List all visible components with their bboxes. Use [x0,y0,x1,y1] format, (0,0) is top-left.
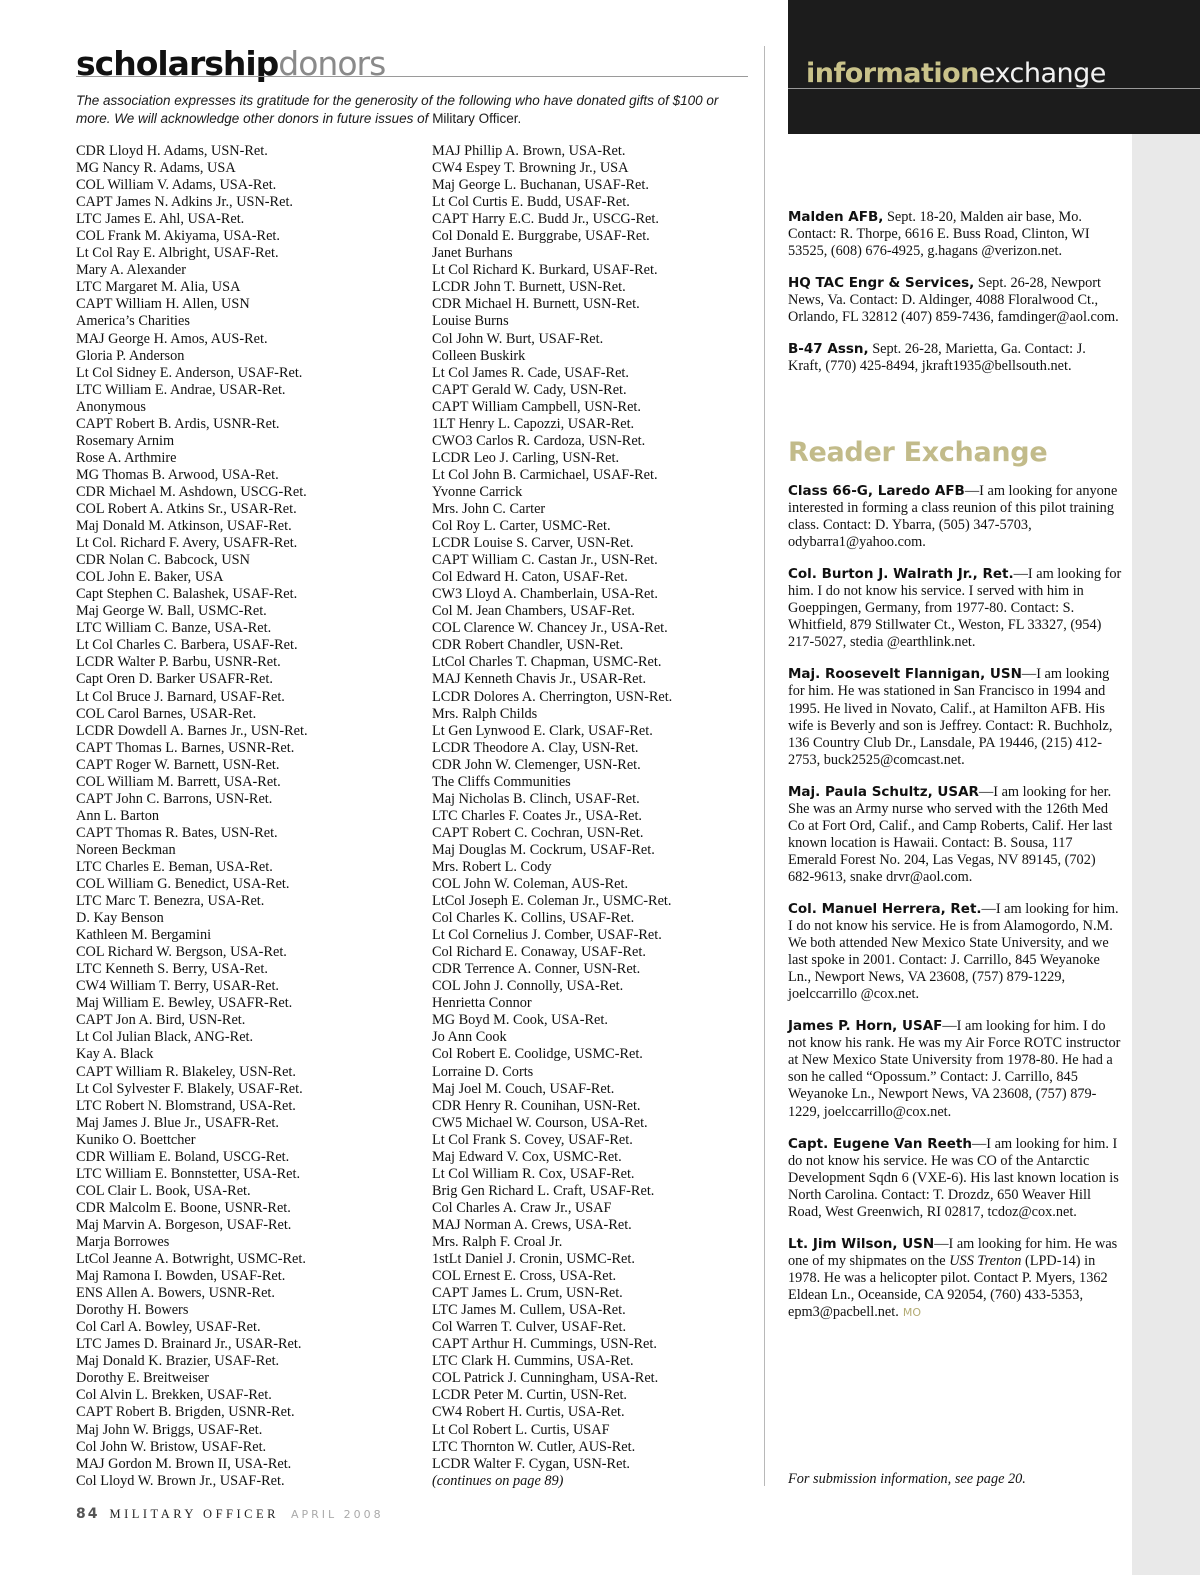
donor-name: Kuniko O. Boettcher [76,1131,196,1148]
reader-exchange-heading: Reader Exchange [788,437,1048,468]
donor-name: COL Patrick J. Cunningham, USA-Ret. [432,1370,659,1387]
donor-name: MG Thomas B. Arwood, USA-Ret. [76,466,279,483]
donor-name: COL Clarence W. Chancey Jr., USA-Ret. [432,620,668,637]
donor-name: CDR Henry R. Counihan, USN-Ret. [432,1097,641,1114]
donor-name: LCDR Theodore A. Clay, USN-Ret. [432,739,639,756]
donor-name: CAPT Arthur H. Cummings, USN-Ret. [432,1336,657,1353]
donor-name: LTC Clark H. Cummins, USA-Ret. [432,1353,634,1370]
donor-name: Capt Oren D. Barker USAFR-Ret. [76,671,273,688]
donor-name: LCDR Dowdell A. Barnes Jr., USN-Ret. [76,722,308,739]
reunion-entry [788,209,1122,260]
donor-name: LTC Thornton W. Cutler, AUS-Ret. [432,1438,636,1455]
donor-name: Lt Col Robert L. Curtis, USAF [432,1421,610,1438]
donor-name: Brig Gen Richard L. Craft, USAF-Ret. [432,1182,655,1199]
donor-name: Mary A. Alexander [76,262,186,279]
donor-name: CAPT Thomas L. Barnes, USNR-Ret. [76,739,295,756]
donor-name: LCDR Leo J. Carling, USN-Ret. [432,449,620,466]
donor-name: MAJ Gordon M. Brown II, USA-Ret. [76,1455,292,1472]
donor-name: CAPT Harry E.C. Budd Jr., USCG-Ret. [432,211,659,228]
donor-name: Col Lloyd W. Brown Jr., USAF-Ret. [76,1472,285,1489]
donor-name: Col John W. Bristow, USAF-Ret. [76,1438,267,1455]
reader-details: —I am looking for him. I do not know his service. He was CO of the Antarctic Development Sqdn 6 (VXE-6). His last known location is North Carolina. Contact: T. Drozdz, 650 Weaver Hill Road, West Greenwich, RI 02817, tcdoz@cox.net. [788,1135,1119,1220]
continued-note: (continues on page 89) [432,1472,564,1489]
donor-name: Maj Donald M. Atkinson, USAF-Ret. [76,518,292,535]
donor-name: CWO3 Carlos R. Cardoza, USN-Ret. [432,432,646,449]
donor-name: COL Ernest E. Cross, USA-Ret. [432,1268,617,1285]
donor-name: Lt Col William R. Cox, USAF-Ret. [432,1165,635,1182]
reunion-entry [788,341,1122,375]
donor-name: Lt Col Sidney E. Anderson, USAF-Ret. [76,364,303,381]
reader-name: Col. Manuel Herrera, Ret. [788,900,982,917]
donor-name: CAPT Robert B. Ardis, USNR-Ret. [76,415,280,432]
issue-date: APRIL 2008 [290,1508,384,1521]
reunion-list [788,209,1122,375]
donor-name: CW4 Espey T. Browning Jr., USA [432,160,629,177]
donor-name: Gloria P. Anderson [76,347,185,364]
donor-name: CAPT Robert C. Cochran, USN-Ret. [432,824,644,841]
donor-name: Col Edward H. Caton, USAF-Ret. [432,569,628,586]
donor-name: CAPT Jon A. Bird, USN-Ret. [76,1012,246,1029]
donor-name: Kay A. Black [76,1046,154,1063]
donor-name: Col Charles K. Collins, USAF-Ret. [432,910,635,927]
donor-name: MAJ Norman A. Crews, USA-Ret. [432,1216,632,1233]
donor-name: CAPT Roger W. Barnett, USN-Ret. [76,756,280,773]
donor-name: Jo Ann Cook [432,1029,507,1046]
reader-name: Maj. Roosevelt Flannigan, USN [788,666,1022,683]
donor-name: LCDR Dolores A. Cherrington, USN-Ret. [432,688,673,705]
donor-name: Maj Joel M. Couch, USAF-Ret. [432,1080,615,1097]
donor-name: CAPT James L. Crum, USN-Ret. [432,1285,623,1302]
reunion-details: Sept. 26-28, Marietta, Ga. Contact: J. Kraft, (770) 425-8494, jkraft1935@bellsouth.net. [788,341,1086,375]
donor-name: Janet Burhans [432,245,513,262]
donor-name: Maj George L. Buchanan, USAF-Ret. [432,177,649,194]
reader-entry [788,784,1122,886]
donor-name: Mrs. John C. Carter [432,500,546,517]
donor-name: LTC James E. Ahl, USA-Ret. [76,211,245,228]
donor-name: CAPT William Campbell, USN-Ret. [432,398,641,415]
donor-name: Col Roy L. Carter, USMC-Ret. [432,518,611,535]
title-bold-part: scholarship [76,44,279,83]
donor-name: LCDR Louise S. Carver, USN-Ret. [432,535,634,552]
donor-name: CAPT Thomas R. Bates, USN-Ret. [76,824,278,841]
reunion-name: Malden AFB, [788,209,884,225]
magazine-name: MILITARY OFFICER [109,1507,279,1521]
reader-entry [788,483,1122,551]
donor-name: Yvonne Carrick [432,483,523,500]
donor-name: COL William M. Barrett, USA-Ret. [76,773,281,790]
donor-name: CAPT William H. Allen, USN [76,296,250,313]
donor-name: CDR Michael H. Burnett, USN-Ret. [432,296,640,313]
donor-name: Rose A. Arthmire [76,449,177,466]
donor-name: Lt Col James R. Cade, USAF-Ret. [432,364,629,381]
donor-name: Maj Marvin A. Borgeson, USAF-Ret. [76,1216,292,1233]
reader-name: James P. Horn, USAF [788,1018,943,1035]
donor-name: MG Boyd M. Cook, USA-Ret. [432,1012,608,1029]
donor-name: COL John E. Baker, USA [76,569,224,586]
reader-details: —I am looking for him. He was one of my shipmates on the [788,1235,1118,1269]
donor-name: Noreen Beckman [76,841,176,858]
reunion-entry [788,275,1122,326]
donor-name: D. Kay Benson [76,910,164,927]
donor-name: Col Donald E. Burggrabe, USAF-Ret. [432,228,650,245]
donor-name: MAJ Phillip A. Brown, USA-Ret. [432,143,626,159]
donor-name: Maj George W. Ball, USMC-Ret. [76,603,267,620]
donor-name: Maj James J. Blue Jr., USAFR-Ret. [76,1114,279,1131]
donor-column-1 [76,143,308,1490]
scholarship-donors-title [76,44,385,84]
donor-name: Col Richard E. Conaway, USAF-Ret. [432,944,646,961]
reunion-details: Sept. 18-20, Malden air base, Mo. Contact: R. Thorpe, 6616 E. Buss Road, Clinton, WI 53525, (608) 676-4925, g.hagans @verizon.net. [788,209,1090,260]
donor-name: LTC James D. Brainard Jr., USAR-Ret. [76,1336,302,1353]
reader-details: —I am looking for him. I do not know his service. I served with him in Goeppingen, Germany, from 1977-80. Contact: S. Whitfield, 879 Stillwater Ct., Weston, FL 33327, (954) 217-5027, stedia @earthlink.net. [788,566,1122,651]
donor-column-2 [432,143,672,1490]
page-footer [76,1505,384,1523]
donor-name: LTC William C. Banze, USA-Ret. [76,620,272,637]
donor-name: MAJ Kenneth Chavis Jr., USAR-Ret. [432,671,647,688]
donor-name: Col Carl A. Bowley, USAF-Ret. [76,1319,261,1336]
donor-name: Lt Col Cornelius J. Comber, USAF-Ret. [432,927,662,944]
donor-name: CDR Robert Chandler, USN-Ret. [432,637,624,654]
donor-name: LtCol Joseph E. Coleman Jr., USMC-Ret. [432,893,672,910]
ship-name: USS Trenton [949,1252,1022,1269]
donor-name: 1stLt Daniel J. Cronin, USMC-Ret. [432,1251,635,1268]
donor-name: COL Clair L. Book, USA-Ret. [76,1182,251,1199]
reader-details: (LPD-14) in 1978. He was a helicopter pilot. Contact P. Myers, 1362 Eldean Ln., Oceanside, CA 92054, (760) 433-5353, epm3@pacbell.net. [788,1252,1108,1320]
donor-name: LTC Charles E. Beman, USA-Ret. [76,858,273,875]
submission-note: For submission information, see page 20. [788,1471,1026,1487]
donor-name: CAPT Gerald W. Cady, USN-Ret. [432,381,627,398]
donor-name: Maj Douglas M. Cockrum, USAF-Ret. [432,841,655,858]
donor-name: Col M. Jean Chambers, USAF-Ret. [432,603,635,620]
donor-name: COL William G. Benedict, USA-Ret. [76,876,290,893]
reader-details: —I am looking for him. I do not know his rank. He was my Air Force ROTC instructor at New Mexico State University from 1978-80. He had a son he called “Opossum.” Contact: J. Carrillo, 845 Weyanoke Ln., Newport News, VA 23608, (757) 879-1229, joelccarrillo@cox.net. [788,1018,1121,1120]
donor-name: COL Frank M. Akiyama, USA-Ret. [76,228,280,245]
reunion-details: Sept. 26-28, Newport News, Va. Contact: D. Aldinger, 4088 Floralwood Ct., Orlando, FL 32812 (407) 859-7436, famdinger@aol.com. [788,275,1119,326]
donor-name: Lt Gen Lynwood E. Clark, USAF-Ret. [432,722,653,739]
donor-name: Maj Nicholas B. Clinch, USAF-Ret. [432,790,640,807]
reunion-name: B-47 Assn, [788,341,869,358]
donor-name: Lt Col Julian Black, ANG-Ret. [76,1029,254,1046]
donor-name: Lt Col. Richard F. Avery, USAFR-Ret. [76,535,298,552]
info-exchange-banner [788,0,1200,134]
donor-name: Lt Col Ray E. Albright, USAF-Ret. [76,245,279,262]
reader-entry [788,566,1122,651]
donor-name: Rosemary Arnim [76,432,175,449]
donor-name: COL Richard W. Bergson, USA-Ret. [76,944,287,961]
donor-name: Lt Col Frank S. Covey, USAF-Ret. [432,1131,633,1148]
donor-name: Kathleen M. Bergamini [76,927,212,944]
donor-name: Maj Ramona I. Bowden, USAF-Ret. [76,1268,286,1285]
banner-rule [788,88,1200,89]
donor-name: LTC Robert N. Blomstrand, USA-Ret. [76,1097,296,1114]
donor-name: COL John J. Connolly, USA-Ret. [432,978,624,995]
donor-name: LTC William E. Andrae, USAR-Ret. [76,381,286,398]
donor-name: Capt Stephen C. Balashek, USAF-Ret. [76,586,298,603]
title-rule [76,76,748,77]
donor-name: COL Robert A. Atkins Sr., USAR-Ret. [76,500,297,517]
donor-name: CAPT John C. Barrons, USN-Ret. [76,790,273,807]
donor-name: CDR Lloyd H. Adams, USN-Ret. [76,143,268,159]
side-strip [1132,134,1200,1575]
donor-name: Col Warren T. Culver, USAF-Ret. [432,1319,627,1336]
intro-text [76,92,736,128]
page-number: 84 [76,1506,100,1522]
donor-name: Col John W. Burt, USAF-Ret. [432,330,604,347]
donor-name: Mrs. Ralph Childs [432,705,538,722]
donor-name: CDR Michael M. Ashdown, USCG-Ret. [76,483,307,500]
reader-details: —I am looking for him. He was stationed in San Francisco in 1994 and 1995. He lived in Novato, Calif., at Hamilton AFB. His wife is Beverly and son is Jeffrey. Contact: R. Buchholz, 136 Country Club Dr., Lansdale, PA 19446, (215) 412-2753, buck2525@comcast.net. [788,666,1113,768]
donor-name: Lt Col Charles C. Barbera, USAF-Ret. [76,637,298,654]
donor-name: Lt Col John B. Carmichael, USAF-Ret. [432,466,658,483]
donor-name: CDR William E. Boland, USCG-Ret. [76,1148,290,1165]
donor-name: CAPT James N. Adkins Jr., USN-Ret. [76,194,293,211]
donor-name: LtCol Jeanne A. Botwright, USMC-Ret. [76,1251,306,1268]
donor-name: Maj Edward V. Cox, USMC-Ret. [432,1148,622,1165]
column-divider [764,46,765,1486]
donor-name: ENS Allen A. Bowers, USNR-Ret. [76,1285,275,1302]
title-bold-part: information [806,58,979,89]
donor-name: Ann L. Barton [76,807,159,824]
donor-name: Marja Borrowes [76,1234,170,1250]
donor-name: 1LT Henry L. Capozzi, USAR-Ret. [432,415,635,432]
donor-name: LTC Kenneth S. Berry, USA-Ret. [76,961,268,978]
donor-name: CW4 Robert H. Curtis, USA-Ret. [432,1404,625,1421]
donor-name: LTC Charles F. Coates Jr., USA-Ret. [432,807,642,824]
donor-name: CW4 William T. Berry, USAR-Ret. [76,978,280,995]
donor-name: LCDR Peter M. Curtin, USN-Ret. [432,1387,627,1404]
donor-name: LCDR Walter P. Barbu, USNR-Ret. [76,654,281,671]
title-light-part: donors [278,44,386,83]
donor-name: Col Alvin L. Brekken, USAF-Ret. [76,1387,272,1404]
donor-name: LtCol Charles T. Chapman, USMC-Ret. [432,654,662,671]
donor-name: LCDR John T. Burnett, USN-Ret. [432,279,626,296]
donor-name: Anonymous [76,398,146,415]
donor-name: CW3 Lloyd A. Chamberlain, USA-Ret. [432,586,658,603]
reader-entry [788,666,1122,768]
reader-exchange-list [788,483,1122,1321]
donor-name: America’s Charities [76,313,190,330]
end-mark: MO [902,1305,921,1319]
title-light-part: exchange [978,58,1106,89]
donor-name: Lorraine D. Corts [432,1063,534,1080]
donor-name: COL William V. Adams, USA-Ret. [76,177,277,194]
donor-name: CAPT William C. Castan Jr., USN-Ret. [432,552,658,569]
donor-name: CAPT Robert B. Brigden, USNR-Ret. [76,1404,295,1421]
donor-name: Col Robert E. Coolidge, USMC-Ret. [432,1046,643,1063]
donor-name: Lt Col Curtis E. Budd, USAF-Ret. [432,194,630,211]
reader-entry [788,1018,1122,1120]
donor-name: Mrs. Robert L. Cody [432,858,552,875]
donor-name: The Cliffs Communities [432,773,571,790]
donor-name: Louise Burns [432,313,509,330]
donor-name: Dorothy H. Bowers [76,1302,189,1319]
reader-details: —I am looking for him. I do not know his service. He is from Alamogordo, N.M. We both attended New Mexico State University, and we last spoke in 2001. Contact: J. Carrillo, 845 Weyanoke Ln., Newport News, VA 23608, (757) 879-1229, joelccarrillo @cox.net. [788,900,1119,1003]
donor-name: LTC Margaret M. Alia, USA [76,279,241,296]
intro-publication: Military Officer. [432,111,522,126]
reader-name: Lt. Jim Wilson, USN [788,1235,935,1252]
reunion-name: HQ TAC Engr & Services, [788,275,975,292]
donor-name: Maj John W. Briggs, USAF-Ret. [76,1421,263,1438]
donor-name: CDR John W. Clemenger, USN-Ret. [432,756,641,773]
reader-entry [788,901,1122,1003]
reader-entry [788,1236,1122,1321]
reader-details: —I am looking for her. She was an Army nurse who served with the 126th Med Co at Fort Ord, Calif., and Camp Roberts, Calif. Her last known location is Hawaii. Contact: B. Sousa, 117 Emerald Forest No. 204, Las Vegas, NV 89145, (702) 682-9613, snake drvr@aol.com. [788,783,1113,885]
donor-name: Col Charles A. Craw Jr., USAF [432,1199,612,1216]
donor-name: LTC Marc T. Benezra, USA-Ret. [76,893,265,910]
donor-name: Maj Donald K. Brazier, USAF-Ret. [76,1353,280,1370]
donor-name: Lt Col Bruce J. Barnard, USAF-Ret. [76,688,285,705]
donor-name: MAJ George H. Amos, AUS-Ret. [76,330,268,347]
donor-name: CDR Nolan C. Babcock, USN [76,552,250,569]
donor-name: COL Carol Barnes, USAR-Ret. [76,705,257,722]
donor-name: Dorothy E. Breitweiser [76,1370,210,1387]
reader-entry [788,1136,1122,1221]
donor-name: Mrs. Ralph F. Croal Jr. [432,1234,563,1250]
donor-name: Lt Col Richard K. Burkard, USAF-Ret. [432,262,658,279]
donor-name: CAPT William R. Blakeley, USN-Ret. [76,1063,296,1080]
donor-name: LTC William E. Bonnstetter, USA-Ret. [76,1165,301,1182]
donor-name: CDR Terrence A. Conner, USN-Ret. [432,961,641,978]
donor-name: MG Nancy R. Adams, USA [76,160,236,177]
donor-name: Lt Col Sylvester F. Blakely, USAF-Ret. [76,1080,303,1097]
donor-name: CDR Malcolm E. Boone, USNR-Ret. [76,1199,291,1216]
info-exchange-title [806,58,1106,90]
intro-italic: The association expresses its gratitude for the generosity of the following who have donated gifts of $100 or more. We will acknowledge other donors in future issues of [76,93,719,126]
reader-name: Class 66-G, Laredo AFB [788,483,965,499]
reader-name: Col. Burton J. Walrath Jr., Ret. [788,566,1014,583]
donor-name: Maj William E. Bewley, USAFR-Ret. [76,995,293,1012]
donor-name: LCDR Walter F. Cygan, USN-Ret. [432,1455,630,1472]
reader-details: —I am looking for anyone interested in forming a class reunion of this pilot training class. Contact: D. Ybarra, (505) 347-5703, odybarra1@yahoo.com. [788,483,1118,551]
donor-name: Colleen Buskirk [432,347,526,364]
donor-name: Henrietta Connor [432,995,532,1012]
donor-name: LTC James M. Cullem, USA-Ret. [432,1302,626,1319]
donor-name: CW5 Michael W. Courson, USA-Ret. [432,1114,648,1131]
donor-name: COL John W. Coleman, AUS-Ret. [432,876,629,893]
reader-name: Maj. Paula Schultz, USAR [788,783,979,800]
reader-name: Capt. Eugene Van Reeth [788,1135,972,1152]
